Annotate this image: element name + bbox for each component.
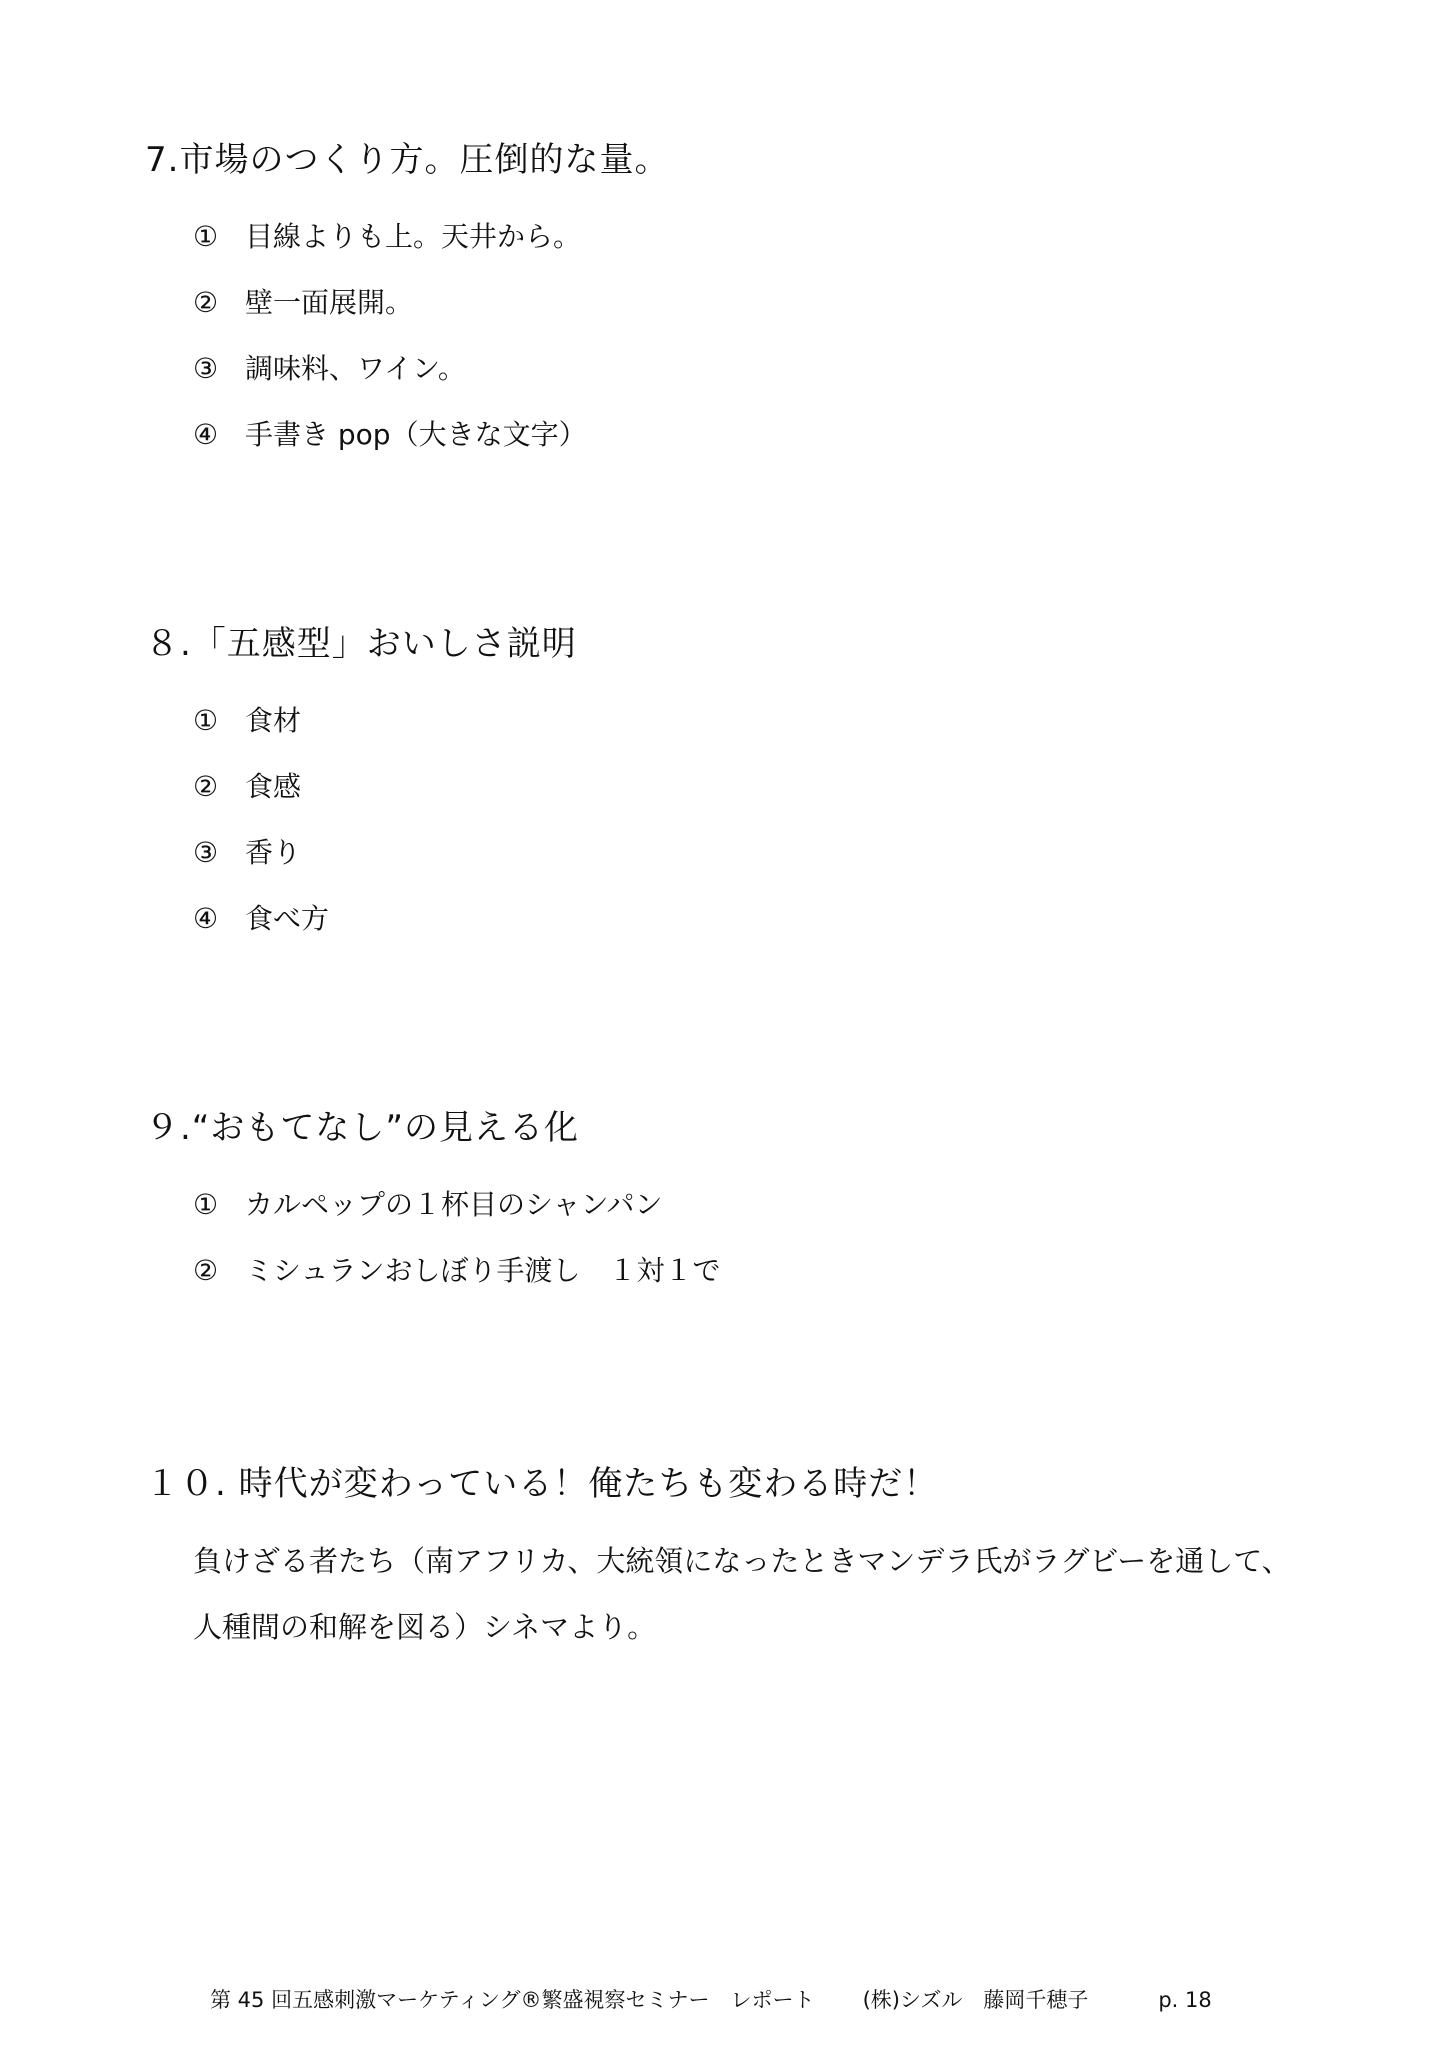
item-number: ① — [193, 704, 219, 737]
item-text: 手書き pop（大きな文字） — [245, 418, 587, 451]
item-text: 壁一面展開。 — [245, 286, 414, 319]
item-number: ③ — [193, 352, 219, 385]
list-item — [193, 702, 301, 740]
section-8-heading: ８.「五感型」おいしさ説明 — [145, 624, 577, 664]
paragraph-line: 負けざる者たち（南アフリカ、大統領になったときマンデラ氏がラグビーを通して、 — [193, 1544, 1291, 1578]
item-number: ④ — [193, 902, 219, 935]
item-number: ② — [193, 1254, 219, 1287]
item-text: 食べ方 — [245, 902, 330, 935]
item-text: 食感 — [245, 770, 302, 803]
item-text: 目線よりも上。天井から。 — [245, 220, 582, 253]
item-text: ミシュランおしぼり手渡し １対１で — [245, 1254, 721, 1287]
page-number: p. 18 — [1158, 1988, 1212, 2012]
list-item — [193, 834, 301, 872]
item-text: 香り — [245, 836, 302, 869]
list-item — [193, 900, 329, 938]
list-item — [193, 350, 466, 388]
footer-author: (株)シズル 藤岡千穂子 — [862, 1988, 1089, 2012]
page-footer — [210, 1986, 1212, 2014]
item-number: ③ — [193, 836, 219, 869]
paragraph-line: 人種間の和解を図る）シネマより。 — [193, 1610, 657, 1644]
footer-title: 第 45 回五感刺激マーケティング®繁盛視察セミナー レポート — [210, 1988, 815, 2012]
list-item — [193, 768, 301, 806]
item-number: ② — [193, 286, 219, 319]
item-text: カルペップの１杯目のシャンパン — [245, 1188, 663, 1221]
item-number: ④ — [193, 418, 219, 451]
list-item — [193, 416, 587, 454]
section-9-heading: ９.“おもてなし”の見える化 — [145, 1108, 580, 1148]
list-item — [193, 1186, 662, 1224]
item-text: 食材 — [245, 704, 302, 737]
section-10-heading: １０. 時代が変わっている！俺たちも変わる時だ！ — [145, 1464, 939, 1504]
list-item — [193, 284, 413, 322]
item-text: 調味料、ワイン。 — [245, 352, 466, 385]
item-number: ① — [193, 1188, 219, 1221]
list-item — [193, 218, 581, 256]
section-7-heading: 7.市場のつくり方。圧倒的な量。 — [145, 140, 670, 180]
list-item — [193, 1252, 720, 1290]
item-number: ② — [193, 770, 219, 803]
item-number: ① — [193, 220, 219, 253]
